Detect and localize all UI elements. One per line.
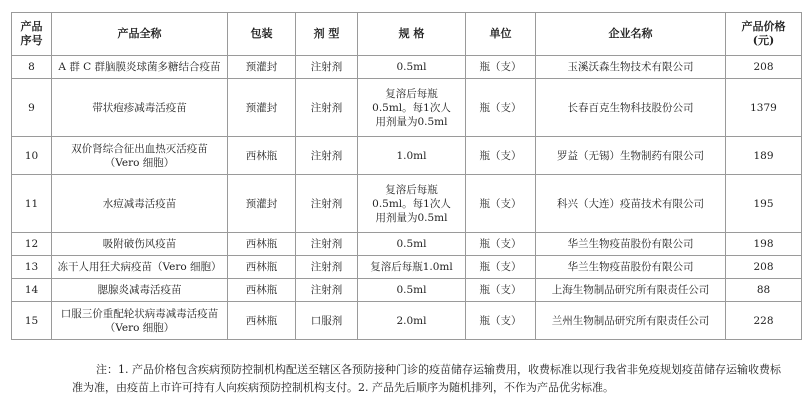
cell-unit: 瓶（支） [466, 279, 536, 302]
cell-form: 口服剂 [296, 302, 358, 340]
cell-pack: 西林瓶 [228, 279, 296, 302]
cell-name: 水痘减毒活疫苗 [52, 175, 228, 233]
cell-pack: 西林瓶 [228, 233, 296, 256]
cell-no: 15 [12, 302, 52, 340]
cell-company: 华兰生物疫苗股份有限公司 [536, 233, 726, 256]
cell-company: 华兰生物疫苗股份有限公司 [536, 256, 726, 279]
table-row [12, 279, 802, 302]
cell-unit: 瓶（支） [466, 56, 536, 79]
cell-pack: 预灌封 [228, 56, 296, 79]
cell-company: 玉溪沃森生物技术有限公司 [536, 56, 726, 79]
cell-pack: 西林瓶 [228, 256, 296, 279]
cell-spec: 复溶后每瓶 0.5ml。每1次人 用剂量为0.5ml [358, 175, 466, 233]
cell-no: 10 [12, 137, 52, 175]
vaccine-price-table [11, 12, 802, 340]
table-row [12, 175, 802, 233]
cell-spec: 复溶后每瓶1.0ml [358, 256, 466, 279]
cell-spec: 0.5ml [358, 279, 466, 302]
cell-spec: 2.0ml [358, 302, 466, 340]
cell-price: 195 [726, 175, 802, 233]
cell-form: 注射剂 [296, 175, 358, 233]
cell-no: 8 [12, 56, 52, 79]
cell-spec: 复溶后每瓶 0.5ml。每1次人 用剂量为0.5ml [358, 79, 466, 137]
cell-company: 罗益（无锡）生物制药有限公司 [536, 137, 726, 175]
cell-name: 带状疱疹减毒活疫苗 [52, 79, 228, 137]
cell-unit: 瓶（支） [466, 302, 536, 340]
cell-no: 11 [12, 175, 52, 233]
cell-pack: 西林瓶 [228, 302, 296, 340]
cell-form: 注射剂 [296, 137, 358, 175]
cell-name: 双价肾综合征出血热灭活疫苗 （Vero 细胞） [52, 137, 228, 175]
header-name: 产品全称 [52, 13, 228, 56]
cell-pack: 预灌封 [228, 79, 296, 137]
cell-price: 198 [726, 233, 802, 256]
cell-name: 吸附破伤风疫苗 [52, 233, 228, 256]
cell-name: 冻干人用狂犬病疫苗（Vero 细胞） [52, 256, 228, 279]
header-spec: 规 格 [358, 13, 466, 56]
table-row [12, 137, 802, 175]
cell-pack: 预灌封 [228, 175, 296, 233]
cell-company: 科兴（大连）疫苗技术有限公司 [536, 175, 726, 233]
cell-no: 14 [12, 279, 52, 302]
header-no-text: 产品 序号 [20, 20, 43, 47]
cell-form: 注射剂 [296, 233, 358, 256]
cell-form: 注射剂 [296, 256, 358, 279]
cell-no: 12 [12, 233, 52, 256]
table-row [12, 302, 802, 340]
cell-unit: 瓶（支） [466, 137, 536, 175]
cell-spec: 1.0ml [358, 137, 466, 175]
cell-price: 189 [726, 137, 802, 175]
header-price [726, 13, 802, 56]
table-row [12, 233, 802, 256]
cell-no: 9 [12, 79, 52, 137]
header-no [12, 13, 52, 56]
cell-company: 长春百克生物科技股份公司 [536, 79, 726, 137]
cell-form: 注射剂 [296, 79, 358, 137]
cell-no: 13 [12, 256, 52, 279]
cell-price: 88 [726, 279, 802, 302]
header-pack: 包装 [228, 13, 296, 56]
cell-company: 上海生物制品研究所有限责任公司 [536, 279, 726, 302]
header-form: 剂 型 [296, 13, 358, 56]
cell-name: A 群 C 群脑膜炎球菌多糖结合疫苗 [52, 56, 228, 79]
cell-name: 口服三价重配轮状病毒减毒活疫苗 （Vero 细胞） [52, 302, 228, 340]
cell-unit: 瓶（支） [466, 79, 536, 137]
cell-unit: 瓶（支） [466, 175, 536, 233]
table-row [12, 56, 802, 79]
cell-price: 208 [726, 56, 802, 79]
cell-spec: 0.5ml [358, 56, 466, 79]
cell-company: 兰州生物制品研究所有限责任公司 [536, 302, 726, 340]
footnote: 注：1. 产品价格包含疾病预防控制机构配送至辖区各预防接种门诊的疫苗储存运输费用，收费标准以现行我省非免疫规划疫苗储存运输收费标准为准，由疫苗上市许可持有人向疾病预防控制机构支付。2. 产品先后顺序为随机排列，不作为产品优劣标准。 [72, 363, 781, 394]
cell-price: 208 [726, 256, 802, 279]
cell-pack: 西林瓶 [228, 137, 296, 175]
header-price-text: 产品价格 (元) [741, 20, 786, 47]
header-row [12, 13, 802, 56]
cell-spec: 0.5ml [358, 233, 466, 256]
cell-price: 1379 [726, 79, 802, 137]
cell-unit: 瓶（支） [466, 233, 536, 256]
header-unit: 单位 [466, 13, 536, 56]
cell-name: 腮腺炎减毒活疫苗 [52, 279, 228, 302]
cell-form: 注射剂 [296, 56, 358, 79]
cell-unit: 瓶（支） [466, 256, 536, 279]
table-row [12, 79, 802, 137]
table-row [12, 256, 802, 279]
cell-form: 注射剂 [296, 279, 358, 302]
cell-price: 228 [726, 302, 802, 340]
header-company: 企业名称 [536, 13, 726, 56]
